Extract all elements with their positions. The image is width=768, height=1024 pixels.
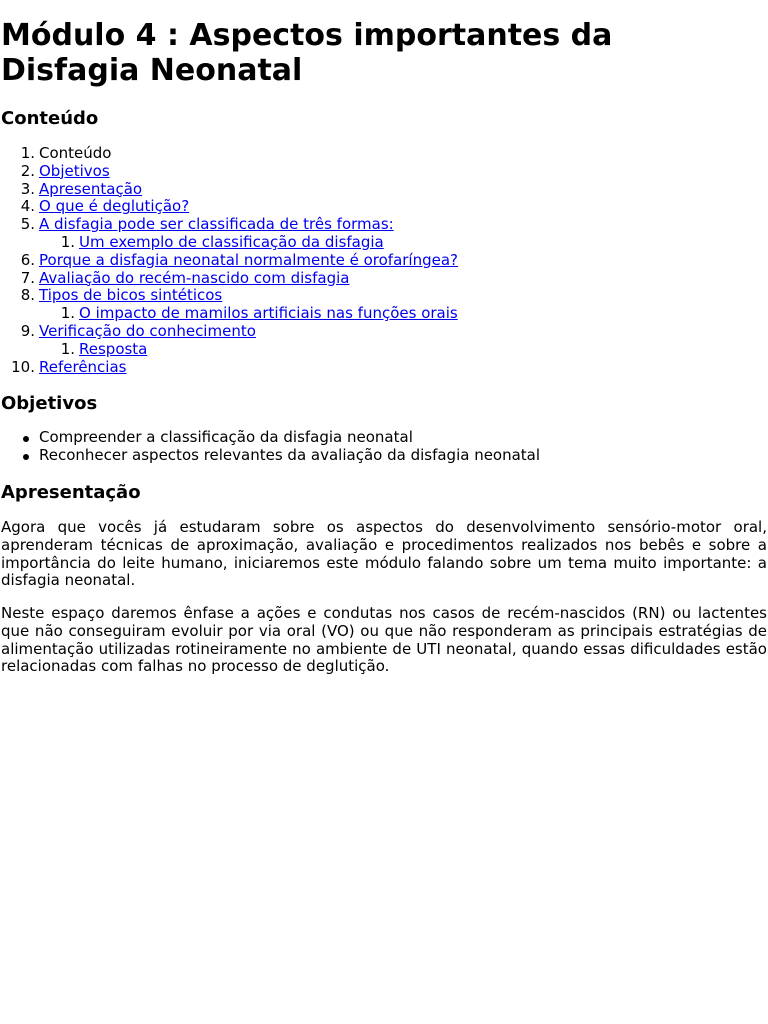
toc-subitem: 1. Um exemplo de classificação da disfagia: [60, 232, 384, 251]
toc-item: 3. Apresentação: [20, 179, 143, 198]
toc-link-referencias[interactable]: Referências: [39, 357, 127, 376]
presentation-paragraph: Neste espaço daremos ênfase a ações e condutas nos casos de recém-nascidos (RN) ou lactentes que não conseguiram evoluir por via oral (VO) ou que não responderam as principais estratégias de alimentação utilizadas rotineiramente no ambiente de UTI neonatal, quando essas dificuldades estão relacionadas com falhas no processo de deglutição.: [1, 604, 767, 676]
toc-item: 5. A disfagia pode ser classificada de três formas:: [20, 215, 394, 234]
toc-item: 4. O que é deglutição?: [20, 197, 190, 216]
table-of-contents: [0, 145, 458, 376]
toc-link-apresentacao[interactable]: Apresentação: [39, 179, 143, 198]
toc-link-deglutição[interactable]: O que é deglutição?: [39, 197, 190, 216]
toc-link-orofaringea[interactable]: Porque a disfagia neonatal normalmente é orofaríngea?: [39, 250, 459, 269]
page-title: Módulo 4 : Aspectos importantes da Disfagia Neonatal: [1, 18, 613, 88]
toc-subitem: 1. O impacto de mamilos artificiais nas funções orais: [60, 304, 458, 323]
toc-link-objetivos[interactable]: Objetivos: [39, 161, 110, 180]
list-item: Compreender a classificação da disfagia neonatal: [0, 429, 540, 447]
toc-item: 1. Conteúdo: [20, 144, 112, 162]
toc-item: 7. Avaliação do recém-nascido com disfagia: [20, 268, 350, 287]
toc-item: 8. Tipos de bicos sintéticos: [20, 286, 223, 305]
list-item: Reconhecer aspectos relevantes da avaliação da disfagia neonatal: [0, 447, 540, 465]
toc-link-avaliacao[interactable]: Avaliação do recém-nascido com disfagia: [39, 268, 350, 287]
objectives-heading: Objetivos: [1, 393, 98, 414]
toc-item: 2. Objetivos: [20, 161, 110, 180]
toc-link-verificacao[interactable]: Verificação do conhecimento: [39, 321, 256, 340]
toc-link-resposta[interactable]: Resposta: [79, 339, 148, 358]
objectives-list: [0, 429, 540, 465]
presentation-paragraph: Agora que vocês já estudaram sobre os aspectos do desenvolvimento sensório-motor oral, aprenderam técnicas de aproximação, avaliação e procedimentos realizados nos bebês e sobre a importância do leite humano, iniciaremos este módulo falando sobre um tema muito importante: a disfagia neonatal.: [1, 518, 767, 590]
toc-subitem: 1. Resposta: [60, 339, 148, 358]
toc-link-exemplo-classificacao[interactable]: Um exemplo de classificação da disfagia: [79, 232, 384, 251]
toc-link-bicos[interactable]: Tipos de bicos sintéticos: [39, 286, 223, 305]
toc-link-mamilos[interactable]: O impacto de mamilos artificiais nas funções orais: [79, 304, 458, 323]
toc-link-classificacao[interactable]: A disfagia pode ser classificada de três formas:: [39, 215, 394, 234]
toc-item: 9. Verificação do conhecimento: [20, 321, 256, 340]
toc-item: 6. Porque a disfagia neonatal normalmente é orofaríngea?: [20, 250, 459, 269]
toc-label-conteudo: Conteúdo: [39, 144, 112, 162]
toc-item: 10. Referências: [11, 357, 127, 376]
presentation-heading: Apresentação: [1, 482, 141, 503]
contents-heading: Conteúdo: [1, 108, 99, 129]
